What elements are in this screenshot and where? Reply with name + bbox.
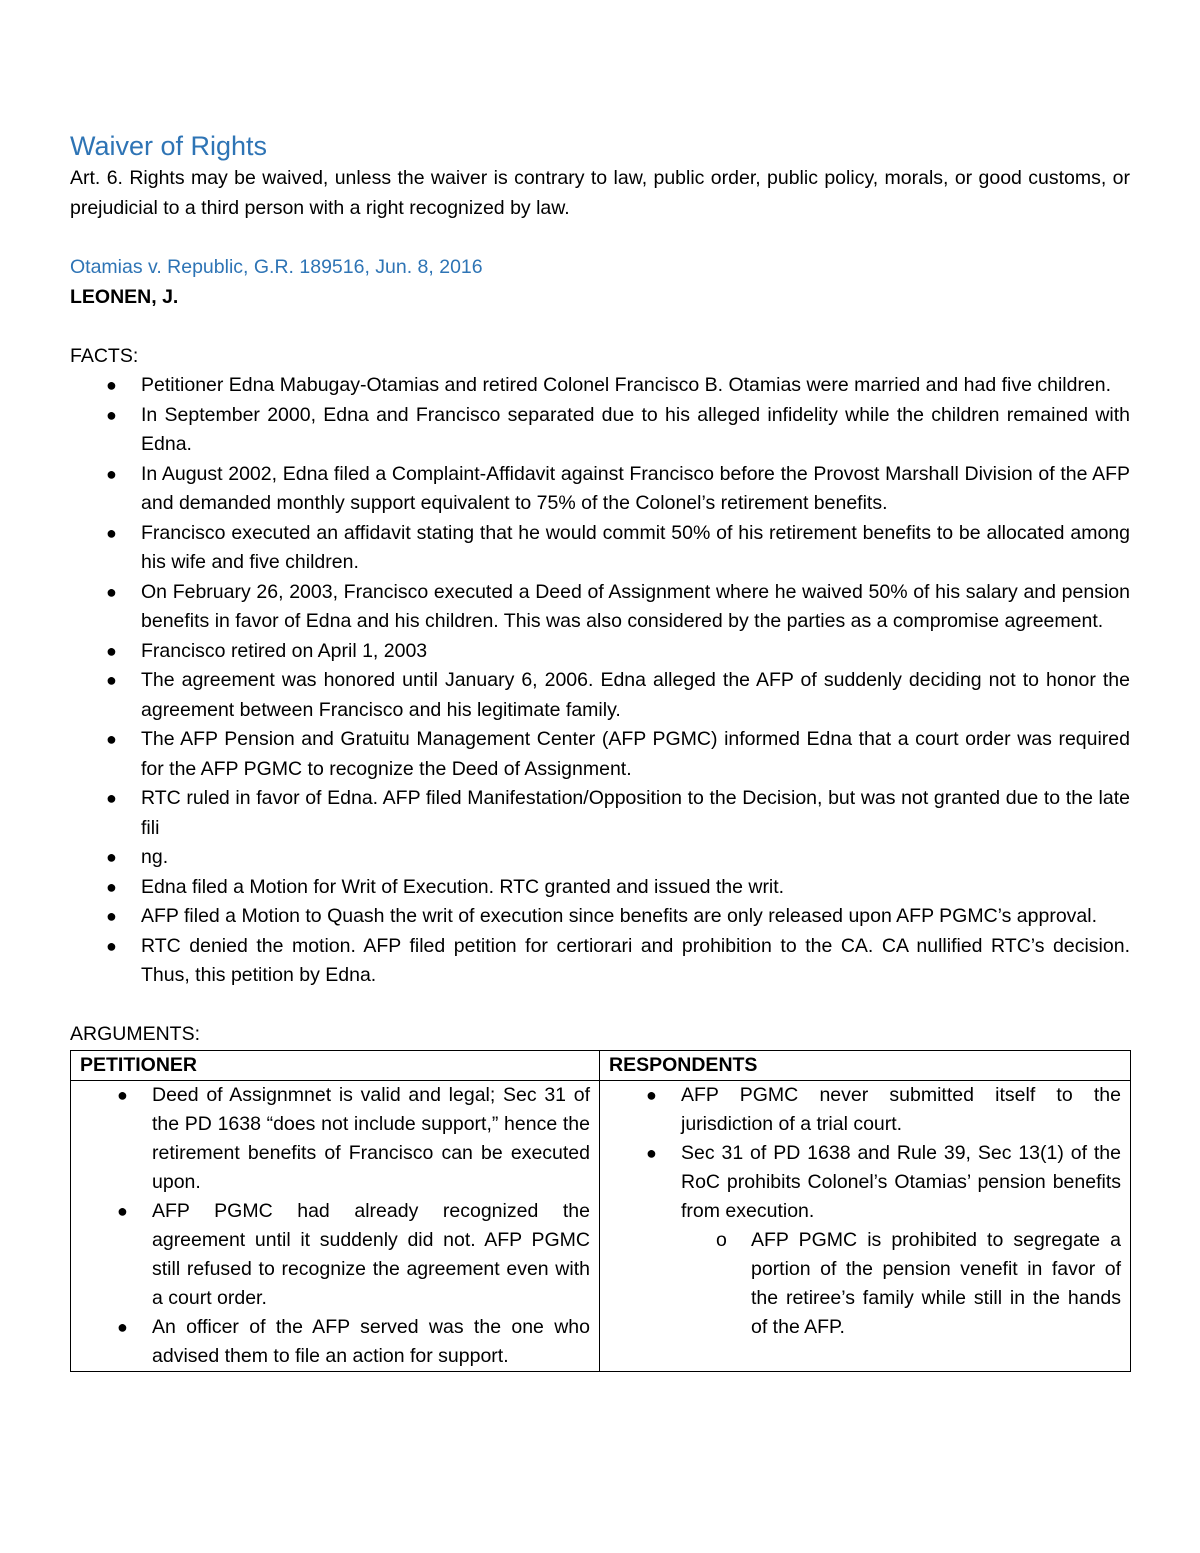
list-item: ● Francisco retired on April 1, 2003 <box>70 637 1130 667</box>
table-header-row <box>71 1050 1131 1080</box>
bullet-icon: ● <box>106 640 117 661</box>
list-item: ● AFP PGMC had already recognized the agreement until it suddenly did not. AFP PGMC still refused to recognize the agreement even with a court order. <box>80 1197 590 1313</box>
bullet-icon: ● <box>106 847 117 867</box>
bullet-icon: ● <box>106 729 117 749</box>
list-item: ● Sec 31 of PD 1638 and Rule 39, Sec 13(1) of the RoC prohibits Colonel’s Otamias’ pension benefits from execution. o AFP PGMC is prohibited to segregate a portion of the pension venefit in favor of the retiree’s family while still in the hands of the AFP. <box>609 1139 1121 1342</box>
bullet-icon: ● <box>106 581 117 602</box>
bullet-icon: ● <box>106 522 117 543</box>
list-item: ● The agreement was honored until January 6, 2006. Edna alleged the AFP of suddenly deciding not to honor the agreement between Francisco and his legitimate family. <box>70 666 1130 725</box>
list-item: ● The AFP Pension and Gratuitu Management Center (AFP PGMC) informed Edna that a court order was required for the AFP PGMC to recognize the Deed of Assignment. <box>70 725 1130 784</box>
document-page <box>70 128 1130 1372</box>
ponente: LEONEN, J. <box>70 285 179 308</box>
table-row <box>71 1080 1131 1371</box>
bullet-icon: ● <box>117 1084 128 1105</box>
bullet-icon: ● <box>106 935 117 956</box>
list-item: ● An officer of the AFP served was the one who advised them to file an action for support. <box>80 1313 590 1371</box>
page-title: Waiver of Rights <box>70 131 268 161</box>
bullet-icon: ● <box>117 1316 128 1337</box>
list-item: ● Deed of Assignmnet is valid and legal; Sec 31 of the PD 1638 “does not include support,” hence the retirement benefits of Francisco can be executed upon. <box>80 1081 590 1197</box>
respondents-cell <box>600 1080 1131 1371</box>
bullet-icon: ● <box>106 906 117 926</box>
list-item: ● RTC denied the motion. AFP filed petition for certiorari and prohibition to the CA. CA nullified RTC’s decision. Thus, this petition by Edna. <box>70 932 1130 991</box>
arguments-label: ARGUMENTS: <box>70 1023 201 1045</box>
respondents-sublist <box>681 1226 1121 1342</box>
bullet-icon: ● <box>106 876 117 897</box>
list-item: ● AFP filed a Motion to Quash the writ of execution since benefits are only released upon AFP PGMC’s approval. <box>70 902 1130 932</box>
circle-bullet-icon: o <box>716 1228 727 1251</box>
list-item: o AFP PGMC is prohibited to segregate a portion of the pension venefit in favor of the retiree’s family while still in the hands of the AFP. <box>681 1226 1121 1342</box>
list-item: ● AFP PGMC never submitted itself to the jurisdiction of a trial court. <box>609 1081 1121 1139</box>
list-item: ● Edna filed a Motion for Writ of Execution. RTC granted and issued the writ. <box>70 873 1130 903</box>
respondents-header: RESPONDENTS <box>600 1050 1131 1080</box>
list-item: ● Francisco executed an affidavit stating that he would commit 50% of his retirement benefits to be allocated among his wife and five children. <box>70 519 1130 578</box>
facts-label: FACTS: <box>70 344 139 367</box>
list-item: ● On February 26, 2003, Francisco executed a Deed of Assignment where he waived 50% of his salary and pension benefits in favor of Edna and his children. This was also considered by the parties as a compromise agreement. <box>70 578 1130 637</box>
petitioner-cell <box>71 1080 600 1371</box>
bullet-icon: ● <box>106 788 117 808</box>
facts-list <box>70 371 1130 991</box>
list-item: ● RTC ruled in favor of Edna. AFP filed Manifestation/Opposition to the Decision, but was not granted due to the late fili <box>70 784 1130 843</box>
bullet-icon: ● <box>117 1200 128 1221</box>
bullet-icon: ● <box>106 670 117 690</box>
bullet-icon: ● <box>646 1142 657 1163</box>
respondents-list <box>609 1081 1121 1342</box>
article-text: Art. 6. Rights may be waived, unless the waiver is contrary to law, public order, public policy, morals, or good customs, or prejudicial to a third person with a right recognized by law. <box>70 167 1130 219</box>
bullet-icon: ● <box>106 404 117 425</box>
list-item: ● ng. <box>70 843 1130 873</box>
list-item: ● Petitioner Edna Mabugay-Otamias and retired Colonel Francisco B. Otamias were married and had five children. <box>70 371 1130 401</box>
bullet-icon: ● <box>106 463 117 484</box>
bullet-icon: ● <box>106 375 117 395</box>
case-citation: Otamias v. Republic, G.R. 189516, Jun. 8, 2016 <box>70 256 483 278</box>
petitioner-list <box>80 1081 590 1371</box>
list-item: ● In September 2000, Edna and Francisco separated due to his alleged infidelity while the children remained with Edna. <box>70 401 1130 460</box>
arguments-table <box>70 1050 1131 1372</box>
spacer <box>70 312 1130 342</box>
bullet-icon: ● <box>646 1084 657 1105</box>
petitioner-header: PETITIONER <box>71 1050 600 1080</box>
list-item: ● In August 2002, Edna filed a Complaint-Affidavit against Francisco before the Provost Marshall Division of the AFP and demanded monthly support equivalent to 75% of the Colonel’s retirement benefits. <box>70 460 1130 519</box>
spacer <box>70 991 1130 1021</box>
